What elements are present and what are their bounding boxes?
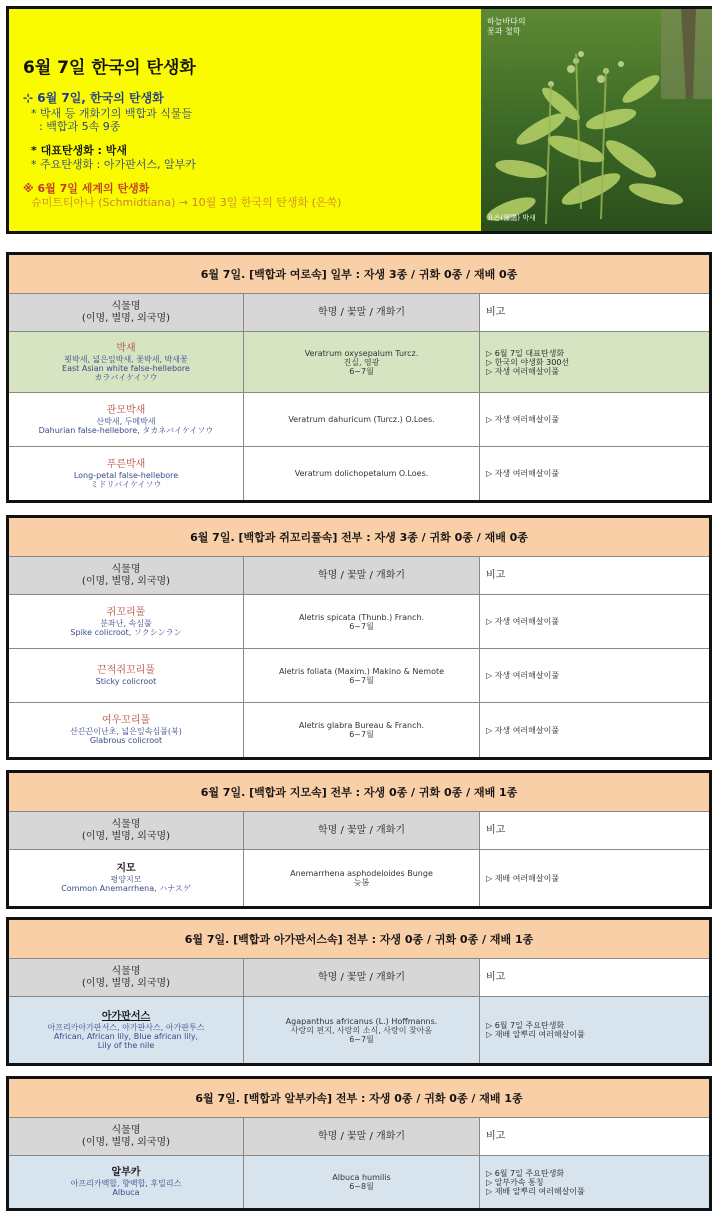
plant-name: 쥐꼬리풀 bbox=[106, 606, 146, 618]
header-subtitle: ⊹ 6월 7일, 한국의 탄생화 bbox=[23, 91, 164, 105]
col-header-sci: 학명 / 꽃말 / 개화기 bbox=[244, 557, 480, 594]
note-cell: ▷ 재배 여러해살이풀 bbox=[486, 873, 560, 883]
table-header-row bbox=[9, 1118, 709, 1156]
plant-name: 지모 bbox=[116, 863, 136, 874]
col-header-name: 식물명 (이명, 별명, 외국명) bbox=[9, 812, 244, 849]
header-line-main: * 주요탄생화 : 아가판서스, 알부카 bbox=[31, 158, 196, 171]
note-cell: ▷ 자생 여러해살이풀 bbox=[486, 617, 560, 626]
table-row bbox=[9, 997, 709, 1063]
header-world-title: ※ 6월 7일 세계의 탄생화 bbox=[23, 182, 150, 195]
table-header-row bbox=[9, 294, 709, 332]
col-header-note: 비고 bbox=[480, 959, 709, 996]
plant-name: 아가판서스 bbox=[101, 1010, 151, 1022]
col-header-name: 식물명 (이명, 별명, 외국명) bbox=[9, 557, 244, 594]
scientific-name-cell: Aletris spicata (Thunb.) Franch. 6~7월 bbox=[244, 595, 480, 648]
plant-name: 관모박새 bbox=[106, 404, 146, 416]
scientific-name-cell: Albuca humilis 6~8월 bbox=[244, 1156, 480, 1208]
plant-name: 알부카 bbox=[111, 1167, 141, 1178]
table-row bbox=[9, 447, 709, 500]
header-line: : 백합과 5속 9종 bbox=[39, 120, 121, 133]
col-header-note: 비고 bbox=[480, 294, 709, 331]
plant-name-cell: 쥐꼬리풀 분좌난, 속심풀 Spike colicroot, ソクシンラン bbox=[9, 595, 244, 648]
section-title: 6월 7일. [백합과 알부카속] 전부 : 자생 0종 / 귀화 0종 / 재배 1종 bbox=[9, 1079, 709, 1118]
table-row bbox=[9, 703, 709, 757]
table-row bbox=[9, 595, 709, 649]
section-veratrum bbox=[6, 252, 712, 503]
plant-photo bbox=[481, 9, 712, 231]
section-title: 6월 7일. [백합과 쥐꼬리풀속] 전부 : 자생 3종 / 귀화 0종 / 재배 0종 bbox=[9, 518, 709, 557]
scientific-name-cell: Aletris glabra Bureau & Franch. 6~7월 bbox=[244, 703, 480, 757]
section-title: 6월 7일. [백합과 지모속] 전부 : 자생 0종 / 귀화 0종 / 재배 1종 bbox=[9, 773, 709, 812]
scientific-name-cell: Veratrum dolichopetalum O.Loes. bbox=[244, 447, 480, 500]
section-aletris bbox=[6, 515, 712, 760]
plant-name: 끈적쥐꼬리풀 bbox=[97, 665, 155, 676]
col-header-sci: 학명 / 꽃말 / 개화기 bbox=[244, 294, 480, 331]
scientific-name-cell: Aletris foliata (Maxim.) Makino & Nemote 6~7월 bbox=[244, 649, 480, 702]
col-header-note: 비고 bbox=[480, 1118, 709, 1155]
col-header-name: 식물명 (이명, 별명, 외국명) bbox=[9, 294, 244, 331]
table-row bbox=[9, 393, 709, 447]
plant-name-cell: 알부카 아프리카백합, 향백합, 후밀리스 Albuca bbox=[9, 1156, 244, 1208]
col-header-note: 비고 bbox=[480, 812, 709, 849]
plant-name: 푸른박새 bbox=[106, 458, 146, 470]
note-cell: ▷ 자생 여러해살이풀 bbox=[486, 469, 560, 478]
col-header-sci: 학명 / 꽃말 / 개화기 bbox=[244, 812, 480, 849]
note-cell: ▷ 6월 7일 주요탄생화 ▷ 재배 알뿌리 여러해살이풀 bbox=[480, 997, 709, 1063]
col-header-sci: 학명 / 꽃말 / 개화기 bbox=[244, 1118, 480, 1155]
plant-name-cell: 아가판서스 아프리카아가판서스, 아가판사스, 아가판투스 African, African lily, Blue african lily, Lily of the nile bbox=[9, 997, 244, 1063]
note-cell: ▷ 자생 여러해살이풀 bbox=[486, 725, 560, 735]
plant-name-cell: 여우꼬리풀 산끈끈이난초, 넓은잎속심풀(북) Glabrous colicroot bbox=[9, 703, 244, 757]
scientific-name-cell: Veratrum oxysepalum Turcz. 진실, 영광 6~7월 bbox=[244, 332, 480, 392]
table-row bbox=[9, 332, 709, 393]
plant-name-cell: 박새 묏박새, 넓은잎박새, 꽃박새, 박새꽃 East Asian white false-hellebore カラバイケイソウ bbox=[9, 332, 244, 392]
photo-credit: 표은(瀑隱) 박새 bbox=[487, 214, 536, 222]
table-row bbox=[9, 649, 709, 703]
photo-caption: 하늘바다의 꽃과 철학 bbox=[487, 17, 526, 36]
col-header-name: 식물명 (이명, 별명, 외국명) bbox=[9, 959, 244, 996]
plant-name-cell: 지모 평양지모 Common Anemarrhena, ハナスゲ bbox=[9, 850, 244, 906]
note-cell: ▷ 자생 여러해살이풀 bbox=[486, 671, 560, 680]
plant-photo-graphic bbox=[481, 9, 712, 231]
section-albuca bbox=[6, 1076, 712, 1211]
section-title: 6월 7일. [백합과 아가판서스속] 전부 : 자생 0종 / 귀화 0종 / 재배 1종 bbox=[9, 920, 709, 959]
header-banner bbox=[6, 6, 712, 234]
section-anemarrhena bbox=[6, 770, 712, 909]
scientific-name-cell: Agapanthus africanus (L.) Hoffmanns. 사랑의 편지, 사랑의 소식, 사랑이 찾아옴 6~7월 bbox=[244, 997, 480, 1063]
header-line-representative: * 대표탄생화 : 박새 bbox=[31, 144, 128, 157]
note-cell: ▷ 6월 7일 주요탄생화 ▷ 알부카속 통칭 ▷ 재배 알뿌리 여러해살이풀 bbox=[480, 1156, 709, 1208]
header-line: * 박새 등 개화기의 백합과 식물들 bbox=[31, 107, 193, 120]
scientific-name-cell: Veratrum dahuricum (Turcz.) O.Loes. bbox=[244, 393, 480, 446]
col-header-name: 식물명 (이명, 별명, 외국명) bbox=[9, 1118, 244, 1155]
table-header-row bbox=[9, 959, 709, 997]
page-title: 6월 7일 한국의 탄생화 bbox=[23, 58, 196, 78]
plant-name-cell: 관모박새 산박새, 두메박새 Dahurian false-hellebore, タカネバイケイソウ bbox=[9, 393, 244, 446]
note-cell: ▷ 6월 7일 대표탄생화 ▷ 한국의 야생화 300선 ▷ 자생 여러해살이풀 bbox=[480, 332, 709, 392]
plant-name-cell: 끈적쥐꼬리풀 Sticky colicroot bbox=[9, 649, 244, 702]
plant-name: 박새 bbox=[116, 342, 136, 354]
header-world-line: 슈미트티아나 (Schmidtiana) → 10월 3일 한국의 탄생화 (은쑥) bbox=[31, 196, 342, 209]
col-header-note: 비고 bbox=[480, 557, 709, 594]
col-header-sci: 학명 / 꽃말 / 개화기 bbox=[244, 959, 480, 996]
table-row bbox=[9, 1156, 709, 1208]
scientific-name-cell: Anemarrhena asphodeloides Bunge 늦봄 bbox=[244, 850, 480, 906]
note-cell: ▷ 자생 여러해살이풀 bbox=[486, 415, 560, 424]
section-agapanthus bbox=[6, 917, 712, 1066]
table-header-row bbox=[9, 557, 709, 595]
table-header-row bbox=[9, 812, 709, 850]
plant-name-cell: 푸른박새 Long-petal false-hellebore ミドリバイケイソウ bbox=[9, 447, 244, 500]
section-title: 6월 7일. [백합과 여로속] 일부 : 자생 3종 / 귀화 0종 / 재배 0종 bbox=[9, 255, 709, 294]
table-row bbox=[9, 850, 709, 906]
plant-name: 여우꼬리풀 bbox=[101, 715, 151, 726]
